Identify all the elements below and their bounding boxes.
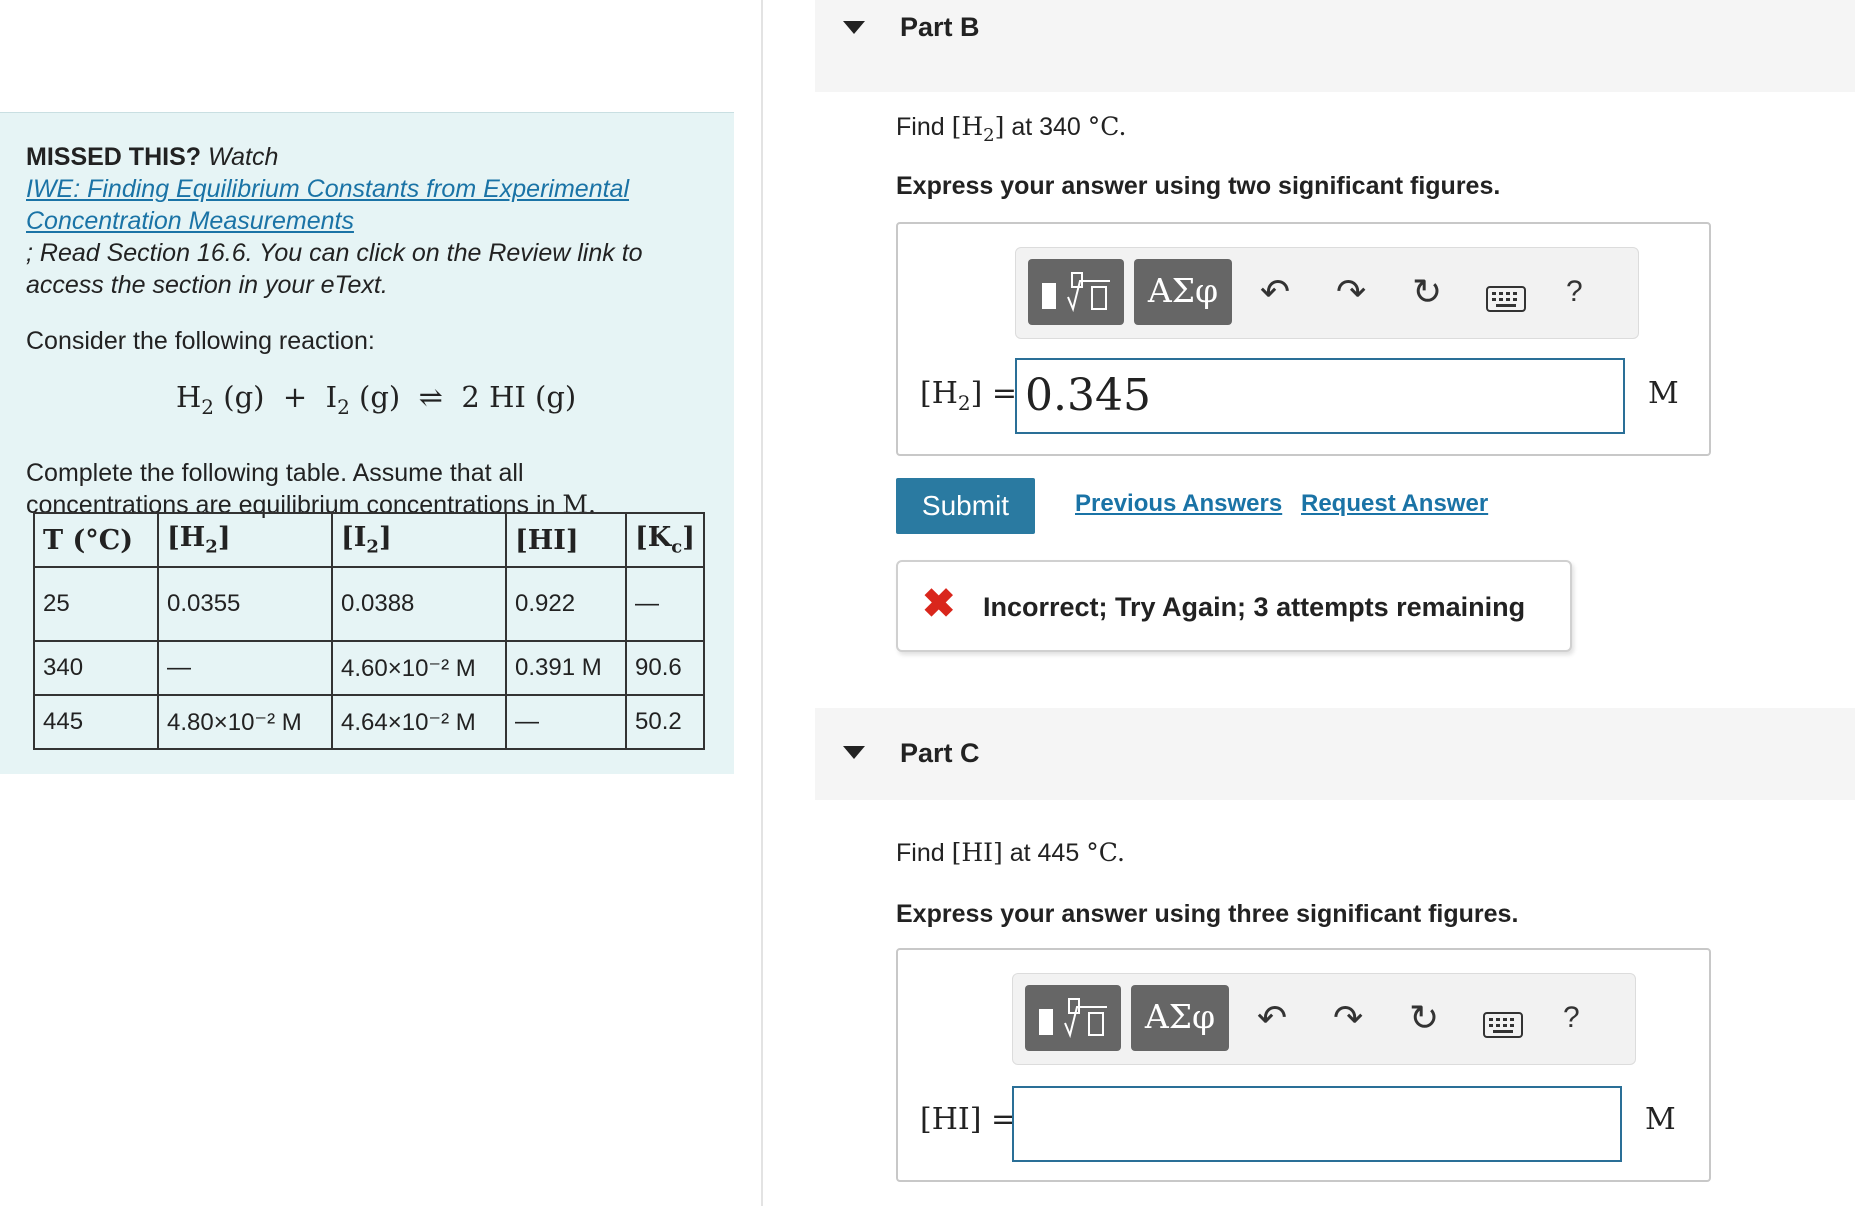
table-cell: 445: [34, 695, 158, 749]
missed-this-block: [26, 141, 708, 301]
part-c-question: Find [HI] at 445 °C.: [896, 838, 1125, 867]
keyboard-icon[interactable]: [1483, 1004, 1523, 1048]
unit-label: M: [1645, 1102, 1676, 1137]
table-cell: 50.2: [626, 695, 704, 749]
reaction-equation: $H_2$ $(g) + I_2$ (g) ⇌ 2 HI (g): [176, 380, 577, 419]
table-row: [34, 567, 704, 641]
table-cell: 0.0388: [332, 567, 506, 641]
part-c-title: Part C: [900, 738, 980, 768]
part-c-header[interactable]: [815, 708, 1855, 800]
table-row: [34, 641, 704, 695]
hi-answer-label: [HI] =: [920, 1102, 1017, 1137]
table-cell: 4.64×10⁻² M: [332, 695, 506, 749]
table-cell: 4.60×10⁻² M: [332, 641, 506, 695]
equilibrium-table: [33, 512, 705, 750]
part-b-header[interactable]: [815, 0, 1855, 92]
col-h2: $[H_2]$: [158, 513, 332, 567]
table-cell: 0.391 M: [506, 641, 626, 695]
part-b-title: Part B: [900, 12, 980, 42]
math-toolbar: [1012, 973, 1636, 1065]
iwe-link-line1[interactable]: IWE: Finding Equilibrium Constants from Experimental: [26, 175, 630, 203]
watch-label: Watch: [207, 143, 279, 171]
missed-label: MISSED THIS?: [26, 143, 202, 171]
greek-symbols-button[interactable]: ΑΣφ: [1134, 259, 1232, 325]
table-cell: —: [506, 695, 626, 749]
col-hi: [HI]: [506, 513, 626, 567]
table-cell: 90.6: [626, 641, 704, 695]
collapse-caret-icon[interactable]: [843, 746, 865, 759]
previous-answers-link[interactable]: Previous Answers: [1075, 490, 1283, 517]
math-toolbar: [1015, 247, 1639, 339]
greek-symbols-button[interactable]: ΑΣφ: [1131, 985, 1229, 1051]
templates-icon: [1025, 985, 1121, 1051]
h2-answer-input[interactable]: 0.345: [1015, 358, 1625, 434]
request-answer-link[interactable]: Request Answer: [1301, 490, 1489, 517]
table-cell: 0.922: [506, 567, 626, 641]
unit-label: M: [1648, 376, 1679, 411]
part-b-instruction: Express your answer using two significant figures.: [896, 172, 1501, 200]
reset-icon[interactable]: ↻: [1409, 997, 1440, 1038]
table-cell: 25: [34, 567, 158, 641]
table-cell: —: [626, 567, 704, 641]
part-c-instruction: Express your answer using three significant figures.: [896, 900, 1519, 928]
col-kc: $[K_c]$: [626, 513, 704, 567]
panel-divider: [761, 0, 763, 1206]
redo-icon[interactable]: ↷: [1336, 271, 1367, 312]
feedback-message: [896, 560, 1572, 652]
templates-button[interactable]: [1028, 259, 1124, 325]
iwe-link-line2[interactable]: Concentration Measurements: [26, 207, 354, 235]
col-temperature: T (°C): [34, 513, 158, 567]
table-cell: 340: [34, 641, 158, 695]
keyboard-icon[interactable]: [1486, 278, 1526, 322]
table-cell: 0.0355: [158, 567, 332, 641]
submit-button[interactable]: Submit: [896, 478, 1035, 534]
consider-text: Consider the following reaction:: [26, 327, 375, 355]
part-c-answer-box: [896, 948, 1711, 1182]
part-b-answer-box: [896, 222, 1711, 456]
redo-icon[interactable]: ↷: [1333, 997, 1364, 1038]
read-section-line1: ; Read Section 16.6. You can click on the Review link to: [26, 239, 643, 267]
table-header-row: [34, 513, 704, 567]
help-button[interactable]: ?: [1563, 1001, 1580, 1034]
complete-table-instruction: Complete the following table. Assume that all concentrations are equilibrium concentrations in M.: [26, 458, 596, 519]
table-cell: —: [158, 641, 332, 695]
help-button[interactable]: ?: [1566, 275, 1583, 308]
read-section-line2: access the section in your eText.: [26, 271, 388, 299]
reset-icon[interactable]: ↻: [1412, 271, 1443, 312]
part-b-question: Find $[H_2]$ at 340 °C.: [896, 112, 1127, 146]
collapse-caret-icon[interactable]: [843, 21, 865, 34]
table-row: [34, 695, 704, 749]
col-i2: $[I_2]$: [332, 513, 506, 567]
undo-icon[interactable]: ↶: [1260, 271, 1291, 312]
templates-button[interactable]: [1025, 985, 1121, 1051]
h2-answer-label: $[H_2]$ =: [920, 376, 1017, 415]
table-cell: 4.80×10⁻² M: [158, 695, 332, 749]
feedback-text: Incorrect; Try Again; 3 attempts remaining: [983, 592, 1526, 622]
incorrect-x-icon: ✖: [922, 582, 956, 626]
undo-icon[interactable]: ↶: [1257, 997, 1288, 1038]
problem-intro-panel: [0, 112, 734, 774]
templates-icon: [1028, 259, 1124, 325]
hi-answer-input[interactable]: [1012, 1086, 1622, 1162]
